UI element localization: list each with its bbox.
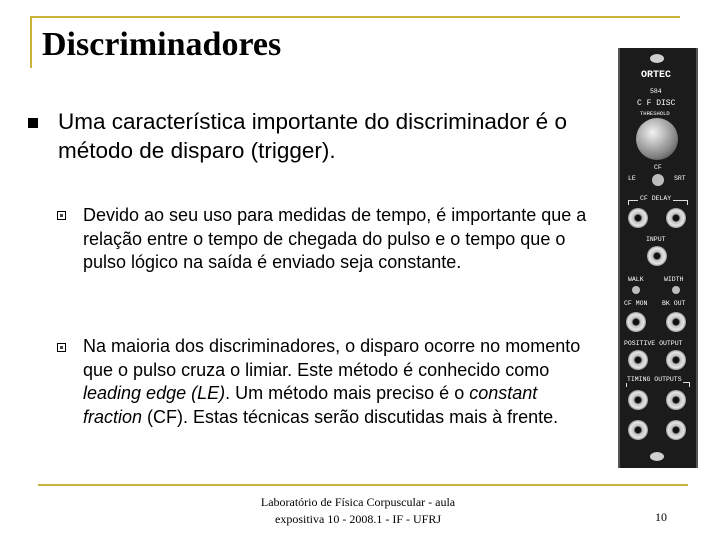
bk-out-connector xyxy=(666,312,686,332)
footer-text xyxy=(230,494,486,528)
module-label-bk-out: BK OUT xyxy=(662,300,686,307)
module-label-le: LE xyxy=(628,175,636,182)
footer-line-2: expositiva 10 - 2008.1 - IF - UFRJ xyxy=(275,512,441,526)
positive-output-connector-left xyxy=(628,350,648,370)
footer-line-1: Laboratório de Física Corpuscular - aula xyxy=(260,495,456,509)
bottom-rule xyxy=(38,484,688,486)
top-rule xyxy=(30,16,680,18)
timing-output-connector-1 xyxy=(628,390,648,410)
timing-output-connector-3 xyxy=(628,420,648,440)
module-label-cf: CF xyxy=(654,164,662,171)
main-bullet-marker xyxy=(28,118,38,128)
sub-bullet-text-2-part1: Na maioria dos discriminadores, o disparo ocorre no momento que o pulso cruza o limiar. Este método é conhecido como xyxy=(83,336,581,380)
timing-output-connector-4 xyxy=(666,420,686,440)
cf-delay-connector-left xyxy=(628,208,648,228)
sub-bullet-text-2 xyxy=(83,335,598,429)
sub-bullet-text-2-part3: (CF). Estas técnicas serão discutidas mais à frente. xyxy=(142,406,559,427)
input-connector xyxy=(647,246,667,266)
module-model: 584 xyxy=(650,88,662,95)
module-label-width: WIDTH xyxy=(664,276,684,283)
sub-bullet-text-2-part2: . Um método mais preciso é o xyxy=(225,383,470,403)
module-screw-bottom xyxy=(650,452,664,461)
main-bullet-text: Uma característica importante do discriminador é o método de disparo (trigger). xyxy=(58,109,567,163)
module-brand: ORTEC xyxy=(640,70,671,81)
cf-delay-connector-right xyxy=(666,208,686,228)
module-label-walk: WALK xyxy=(628,276,644,283)
module-screw-top xyxy=(650,54,664,63)
module-label-input: INPUT xyxy=(646,236,666,243)
module-name: C F DISC xyxy=(637,99,676,108)
sub-bullet-text-1: Devido ao seu uso para medidas de tempo, é importante que a relação entre o tempo de chegada do pulso e o tempo que o pulso lógico na saída é enviado seja constante. xyxy=(83,205,587,272)
module-label-cf-delay: CF DELAY xyxy=(640,195,672,202)
module-label-srt: SRT xyxy=(674,175,686,182)
module-label-timing-outputs: TIMING OUTPUTS xyxy=(627,376,682,383)
module-label-cf-mon: CF MON xyxy=(624,300,648,307)
positive-output-connector-right xyxy=(666,350,686,370)
leading-edge-term: leading edge (LE) xyxy=(83,383,226,403)
mode-switch xyxy=(652,174,664,186)
module-label-positive-output: POSITIVE OUTPUT xyxy=(624,340,683,347)
sub-bullet-marker xyxy=(57,211,66,220)
slide-title: Discriminadores xyxy=(42,26,282,63)
threshold-knob xyxy=(636,118,678,160)
sub-bullet-marker xyxy=(57,343,66,352)
left-rule xyxy=(30,16,32,68)
ortec-module-image xyxy=(618,48,698,468)
width-pot xyxy=(672,286,680,294)
cf-mon-connector xyxy=(626,312,646,332)
timing-output-connector-2 xyxy=(666,390,686,410)
module-label-threshold: THRESHOLD xyxy=(640,110,670,117)
page-number: 10 xyxy=(655,510,667,524)
walk-pot xyxy=(632,286,640,294)
constant-fraction-term: constant fraction xyxy=(83,383,538,427)
